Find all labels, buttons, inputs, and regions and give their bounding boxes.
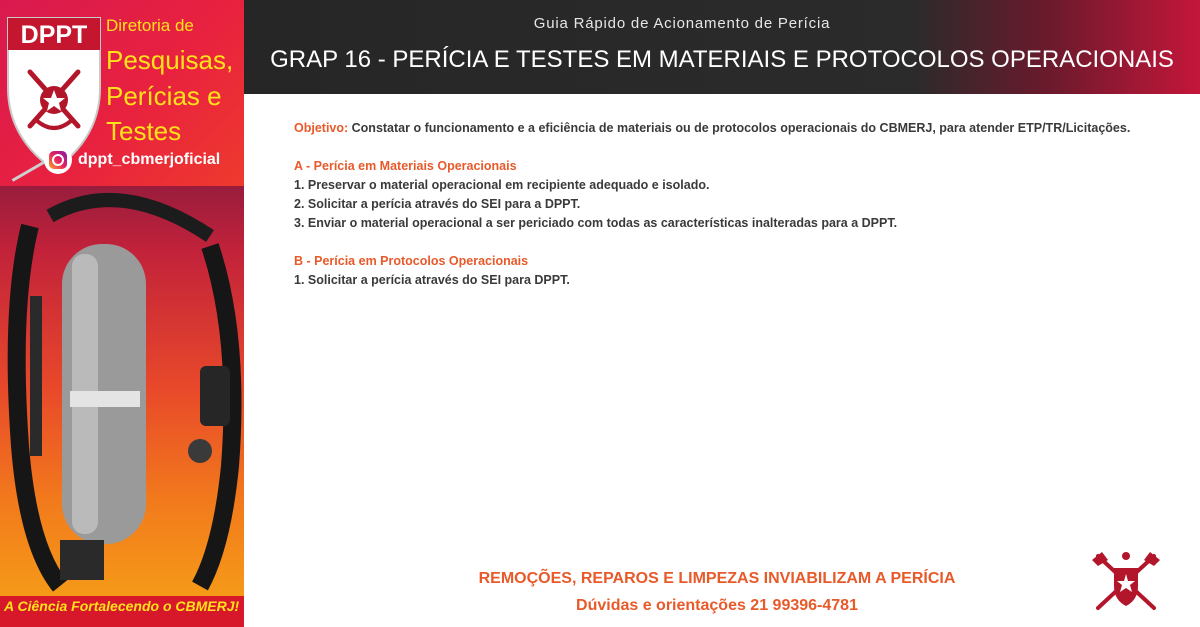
list-item: 1. Preservar o material operacional em recipiente adequado e isolado. [294, 178, 710, 192]
main-content [294, 119, 1174, 290]
logo-text: DPPT [20, 21, 88, 49]
footer-warning: REMOÇÕES, REPAROS E LIMPEZAS INVIABILIZAM A PERÍCIA [478, 570, 956, 587]
directorate-line-2: Perícias e [106, 81, 222, 111]
page-title: GRAP 16 - PERÍCIA E TESTES EM MATERIAIS E PROTOCOLOS OPERACIONAIS [270, 46, 1174, 73]
brand-panel [0, 0, 244, 627]
footer-contact: Dúvidas e orientações 21 99396-4781 [576, 597, 858, 614]
directorate-line-1: Pesquisas, [106, 45, 234, 75]
breathing-apparatus-image [0, 186, 244, 596]
instagram-icon[interactable] [44, 146, 72, 174]
objective [294, 119, 1174, 138]
cbmerj-emblem-icon [1090, 548, 1162, 616]
instagram-handle[interactable]: dppt_cbmerjoficial [78, 151, 221, 168]
list-item: 3. Enviar o material operacional a ser periciado com todas as características inalteradas para a DPPT. [294, 216, 898, 230]
directorate-line-3: Testes [106, 116, 182, 146]
page-subtitle: Guia Rápido de Acionamento de Perícia [533, 15, 831, 32]
list-item: 1. Solicitar a perícia através do SEI para DPPT. [294, 273, 570, 287]
slogan: A Ciência Fortalecendo o CBMERJ! [4, 598, 240, 614]
section-a-title: A - Perícia em Materiais Operacionais [294, 159, 517, 173]
directorate-prefix: Diretoria de [106, 16, 194, 35]
objective-text: Constatar o funcionamento e a eficiência de materiais ou de protocolos operacionais do CBMERJ, para atender ETP/TR/Licitações. [348, 121, 1131, 135]
section-b-title: B - Perícia em Protocolos Operacionais [294, 254, 529, 268]
objective-label: Objetivo: [294, 121, 349, 135]
list-item: 2. Solicitar a perícia através do SEI para a DPPT. [294, 197, 581, 211]
